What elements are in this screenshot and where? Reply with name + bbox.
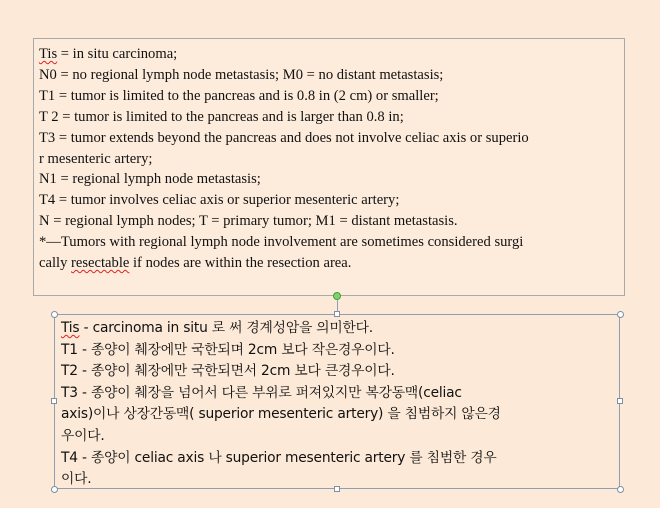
english-staging-text-box[interactable] xyxy=(33,38,625,296)
text-line: cally resectable if nodes are within the resection area. xyxy=(39,255,352,272)
text-line: T4 - 종양이 celiac axis 나 superior mesenteric artery 를 침범한 경우 xyxy=(61,449,497,466)
text-line: N0 = no regional lymph node metastasis; M0 = no distant metastasis; xyxy=(39,66,444,83)
text-line: axis)이나 상장간동맥( superior mesenteric artery) 을 침범하지 않은경 xyxy=(61,406,501,423)
spell-check-word: resectable xyxy=(71,255,130,272)
resize-handle-bottom-left[interactable] xyxy=(51,486,58,493)
text-line: T1 - 종양이 췌장에만 국한되며 2cm 보다 작은경우이다. xyxy=(61,341,395,358)
text-line: T2 - 종양이 췌장에만 국한되면서 2cm 보다 큰경우이다. xyxy=(61,363,395,380)
resize-handle-top-right[interactable] xyxy=(617,311,624,318)
text-line: T4 = tumor involves celiac axis or superior mesenteric artery; xyxy=(39,192,400,209)
text-line: 우이다. xyxy=(61,427,105,444)
text-line: N1 = regional lymph node metastasis; xyxy=(39,171,261,188)
korean-staging-text-box[interactable] xyxy=(54,314,620,489)
text-line: Tis = in situ carcinoma; xyxy=(39,46,178,62)
resize-handle-left[interactable] xyxy=(51,398,57,404)
text-line: T3 - 종양이 췌장을 넘어서 다른 부위로 퍼져있지만 복강동맥(celiac xyxy=(61,384,462,401)
text-line: Tis - carcinoma in situ 로 써 경계성암을 의미한다. xyxy=(61,320,373,336)
spell-check-word: Tis xyxy=(61,320,80,336)
text-line: T3 = tumor extends beyond the pancreas and does not involve celiac axis or superio xyxy=(39,129,529,146)
text-line: *—Tumors with regional lymph node involvement are sometimes considered surgi xyxy=(39,234,524,251)
resize-handle-top-left[interactable] xyxy=(51,311,58,318)
resize-handle-right[interactable] xyxy=(617,398,623,404)
text-line: r mesenteric artery; xyxy=(39,150,153,167)
spell-check-word: Tis xyxy=(39,46,58,62)
resize-handle-top[interactable] xyxy=(334,311,340,317)
text-line: 이다. xyxy=(61,471,92,488)
text-line: T 2 = tumor is limited to the pancreas and is larger than 0.8 in; xyxy=(39,108,404,125)
resize-handle-bottom[interactable] xyxy=(334,486,340,492)
resize-handle-bottom-right[interactable] xyxy=(617,486,624,493)
rotate-handle[interactable] xyxy=(333,292,341,300)
text-line: N = regional lymph nodes; T = primary tumor; M1 = distant metastasis. xyxy=(39,213,458,230)
text-line: T1 = tumor is limited to the pancreas and is 0.8 in (2 cm) or smaller; xyxy=(39,87,439,104)
